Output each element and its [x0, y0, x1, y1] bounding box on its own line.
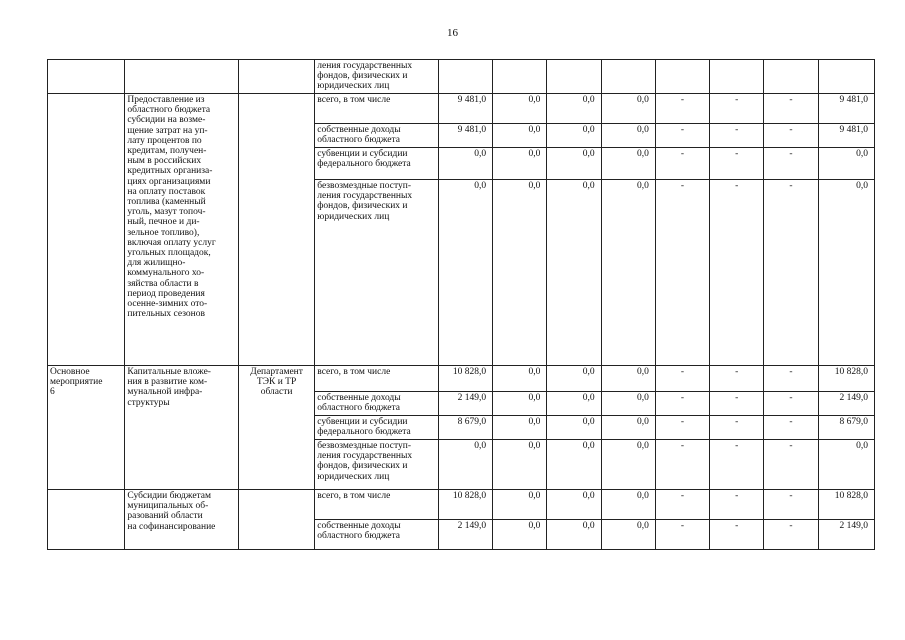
value-cell: - — [655, 94, 709, 124]
value-cell: 0,0 — [818, 180, 874, 366]
value-cell: - — [655, 148, 709, 180]
value-cell: 0,0 — [547, 490, 601, 520]
value-cell: 2 149,0 — [818, 392, 874, 416]
value-cell-empty — [710, 60, 764, 94]
value-cell: - — [710, 180, 764, 366]
value-cell: 0,0 — [547, 124, 601, 148]
value-cell: 0,0 — [438, 148, 492, 180]
value-cell: - — [764, 440, 818, 490]
value-cell: 0,0 — [601, 124, 655, 148]
executor-cell: Департамент ТЭК и ТР области — [238, 366, 314, 490]
value-cell: 9 481,0 — [438, 94, 492, 124]
value-cell-empty — [655, 60, 709, 94]
value-cell: 0,0 — [547, 94, 601, 124]
source-cell: всего, в том числе — [315, 94, 439, 124]
value-cell: - — [655, 392, 709, 416]
value-cell: - — [710, 366, 764, 392]
value-cell: - — [764, 416, 818, 440]
value-cell: 9 481,0 — [438, 124, 492, 148]
measure-description: Капитальные вложе- ния в развитие ком- мунальной инфра- структуры — [125, 366, 239, 490]
value-cell: - — [655, 490, 709, 520]
value-cell: - — [710, 416, 764, 440]
value-cell-empty — [493, 60, 547, 94]
value-cell: - — [764, 180, 818, 366]
value-cell: 10 828,0 — [818, 366, 874, 392]
measure-label: Основное мероприятие 6 — [48, 366, 125, 490]
measure-description: Предоставление из областного бюджета субсидии на возме- щение затрат на уп- лату процентов по кредитам, получен- ным в российских кредитных организа- циях организациями на оплату поставок топлива (каменный уголь, мазут топоч- ный, печное и ди- зельное топливо), включая оплату услуг угольных площадок, для жилищно- коммунального хо- зяйства области в период проведения осенне-зимних ото- пительных сезонов — [125, 94, 239, 366]
value-cell: 2 149,0 — [438, 520, 492, 550]
source-cell: собственные доходы областного бюджета — [315, 124, 439, 148]
value-cell-empty — [547, 60, 601, 94]
value-cell: 0,0 — [601, 490, 655, 520]
value-cell: - — [764, 490, 818, 520]
value-cell: 0,0 — [493, 416, 547, 440]
value-cell: - — [764, 94, 818, 124]
value-cell: - — [764, 148, 818, 180]
value-cell: 0,0 — [547, 392, 601, 416]
value-cell: 0,0 — [547, 416, 601, 440]
value-cell: 2 149,0 — [438, 392, 492, 416]
value-cell: 0,0 — [438, 180, 492, 366]
value-cell: - — [655, 520, 709, 550]
source-cell: субвенции и субсидии федерального бюджета — [315, 416, 439, 440]
value-cell: 0,0 — [547, 520, 601, 550]
value-cell: 0,0 — [601, 392, 655, 416]
source-cell: всего, в том числе — [315, 490, 439, 520]
executor-cell-empty — [238, 60, 314, 94]
value-cell: - — [710, 520, 764, 550]
executor-cell-empty — [238, 94, 314, 366]
value-cell: 0,0 — [493, 520, 547, 550]
measure-description: Субсидии бюджетам муниципальных об- разований области на софинансирование — [125, 490, 239, 550]
name-cell-empty — [125, 60, 239, 94]
value-cell: - — [764, 124, 818, 148]
value-cell: - — [710, 124, 764, 148]
source-cell: безвозмездные поступ- ления государственных фондов, физических и юридических лиц — [315, 180, 439, 366]
value-cell: 0,0 — [547, 180, 601, 366]
value-cell: 0,0 — [818, 440, 874, 490]
value-cell: - — [655, 416, 709, 440]
value-cell: - — [710, 148, 764, 180]
value-cell: 0,0 — [438, 440, 492, 490]
value-cell: - — [655, 366, 709, 392]
value-cell: 8 679,0 — [818, 416, 874, 440]
value-cell: - — [710, 94, 764, 124]
value-cell: - — [710, 392, 764, 416]
value-cell: 0,0 — [493, 366, 547, 392]
value-cell: - — [710, 490, 764, 520]
value-cell: 10 828,0 — [438, 366, 492, 392]
value-cell: 0,0 — [547, 366, 601, 392]
value-cell: 0,0 — [493, 392, 547, 416]
value-cell-empty — [818, 60, 874, 94]
source-cell: ления государственных фондов, физических и юридических лиц — [315, 60, 439, 94]
page-number: 16 — [447, 27, 458, 39]
executor-cell-empty — [238, 490, 314, 550]
value-cell: - — [655, 124, 709, 148]
measure-cell-empty — [48, 94, 125, 366]
value-cell: 0,0 — [493, 94, 547, 124]
measure-cell-empty — [48, 60, 125, 94]
value-cell-empty — [601, 60, 655, 94]
value-cell: 0,0 — [547, 148, 601, 180]
value-cell: 0,0 — [493, 440, 547, 490]
value-cell: 0,0 — [601, 416, 655, 440]
value-cell: 8 679,0 — [438, 416, 492, 440]
program-finance-table — [47, 59, 875, 550]
value-cell: 0,0 — [601, 520, 655, 550]
source-cell: всего, в том числе — [315, 366, 439, 392]
source-cell: собственные доходы областного бюджета — [315, 520, 439, 550]
value-cell: - — [764, 520, 818, 550]
value-cell: 0,0 — [547, 440, 601, 490]
value-cell: - — [655, 180, 709, 366]
value-cell: 10 828,0 — [438, 490, 492, 520]
value-cell: 0,0 — [493, 490, 547, 520]
value-cell-empty — [438, 60, 492, 94]
value-cell: - — [764, 366, 818, 392]
value-cell: - — [710, 440, 764, 490]
value-cell: 9 481,0 — [818, 94, 874, 124]
value-cell: - — [655, 440, 709, 490]
source-cell: безвозмездные поступ- ления государственных фондов, физических и юридических лиц — [315, 440, 439, 490]
value-cell-empty — [764, 60, 818, 94]
value-cell: 0,0 — [493, 148, 547, 180]
value-cell: 0,0 — [601, 366, 655, 392]
value-cell: 0,0 — [601, 148, 655, 180]
value-cell: 2 149,0 — [818, 520, 874, 550]
measure-cell-empty — [48, 490, 125, 550]
value-cell: 0,0 — [493, 180, 547, 366]
value-cell: 0,0 — [601, 94, 655, 124]
value-cell: 0,0 — [493, 124, 547, 148]
value-cell: 10 828,0 — [818, 490, 874, 520]
value-cell: 9 481,0 — [818, 124, 874, 148]
value-cell: 0,0 — [601, 180, 655, 366]
source-cell: собственные доходы областного бюджета — [315, 392, 439, 416]
source-cell: субвенции и субсидии федерального бюджета — [315, 148, 439, 180]
value-cell: 0,0 — [601, 440, 655, 490]
value-cell: - — [764, 392, 818, 416]
value-cell: 0,0 — [818, 148, 874, 180]
